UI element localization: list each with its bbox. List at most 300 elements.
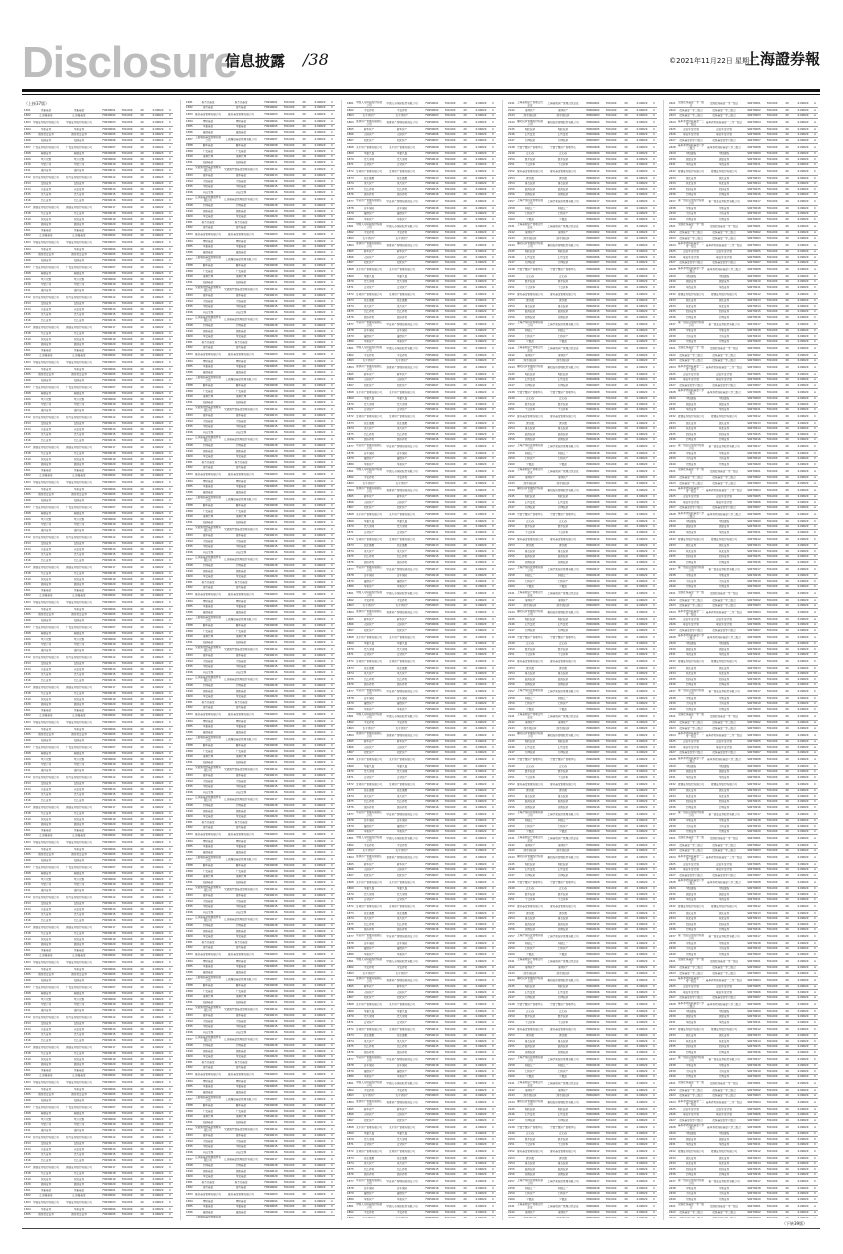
investor-name: 平安养老 [363,353,375,357]
investor-name: 鹏华基金 [202,384,214,388]
allotted-amount: 0.00020 [314,629,326,633]
account-code: F0040019 [264,929,278,933]
allotted-amount: 0.00020 [314,677,326,681]
row-seq: 1597 [186,557,193,561]
subscribed-qty: 700,000 [283,359,295,363]
account-code: F0050003 [425,726,439,730]
account-name: 鹏华基金 [235,504,247,508]
account-name: 招商证券 [73,378,85,382]
subscribed-qty: 700,000 [283,419,295,423]
investor-class: C [492,635,494,639]
investor-class: C [169,498,171,502]
table-row [24,444,173,452]
investor-name: 华泰资产 [363,707,375,711]
account-name: 长城基金 [235,684,247,688]
account-code: F0040008 [264,384,278,388]
allotted-qty: 20 [463,304,467,308]
investor-name: 富国基金 [202,490,214,494]
row-seq: 1311 [24,168,31,172]
account-name: 浙商证券 [73,343,85,347]
allotted-qty: 20 [463,378,467,382]
investor-class: C [331,449,333,453]
row-seq: 1593 [186,294,193,298]
subscribed-qty: 700,000 [283,725,295,729]
allotted-amount: 0.00020 [152,798,164,802]
investor-class: C [169,318,171,322]
subscribed-qty: 700,000 [283,1169,295,1173]
allotted-qty: 20 [463,623,467,627]
account-code: F0040012 [264,1007,278,1011]
investor-name: 华泰证券 [40,127,52,131]
allotted-amount: 0.00020 [152,1128,164,1132]
investor-class: C [331,935,333,939]
account-name: 交银施罗德基金管理有限公司 [224,287,258,291]
allotted-amount: 0.00020 [314,695,326,699]
allotted-amount: 0.00020 [152,1117,164,1121]
account-code: F0030004 [102,1207,116,1211]
investor-name: 长江证券 [40,798,52,802]
allotted-amount: 0.00020 [152,1027,164,1031]
investor-name: 中金公司 [40,643,52,647]
allotted-amount: 0.00020 [475,445,487,448]
allotted-amount: 0.00020 [152,918,164,922]
investor-class: C [492,660,494,663]
row-seq: 1307 [24,865,31,869]
allotted-amount: 0.00020 [314,419,326,423]
investor-name: 安信证券 [40,182,52,186]
investor-name: 银河证券 [40,288,52,292]
subscribed-qty: 700,000 [121,1093,133,1097]
account-name: 海通证券 [73,512,85,516]
account-name: 太平洋资产 [395,604,409,608]
row-seq: 1301 [24,108,31,112]
table-row [24,654,173,662]
investor-name: 易方达基金 [201,580,215,584]
investor-class: C [492,451,494,455]
subscribed-qty: 700,000 [121,907,133,911]
allotted-qty: 20 [140,157,144,161]
account-code: F0050015 [425,310,439,314]
investor-class: C [169,553,171,557]
account-name: 国信证券股份有限公司 [66,1165,92,1169]
account-name: 长江证券 [73,198,85,202]
account-name: 兴证全球 [235,430,247,434]
account-name: 光大永明 [396,157,408,161]
account-name: 银华基金 [235,414,247,418]
investor-name: 华夏基金 [202,725,214,729]
allotted-amount: 0.00020 [314,257,326,261]
allotted-qty: 20 [302,654,306,658]
account-name: 鹏华基金 [235,144,247,148]
allotted-qty: 20 [302,790,306,794]
subscribed-qty: 700,000 [121,895,133,899]
account-name: 安信证券 [73,182,85,186]
account-code: F0030018 [102,692,116,696]
subscribed-qty: 700,000 [283,340,295,344]
account-code: F0040011 [264,760,278,764]
row-seq: 1877 [347,200,354,203]
row-seq: 1303 [24,721,31,724]
investor-class: C [169,594,171,598]
subscribed-qty: 700,000 [283,414,295,418]
account-name: 汇添富基金 [72,1194,86,1198]
investor-name: 光大证券 [40,913,52,917]
allotted-qty: 20 [463,340,467,344]
account-name: 博时基金 [235,959,247,963]
subscribed-qty: 700,000 [121,685,133,689]
allotted-qty: 20 [140,133,144,137]
row-seq: 1874 [347,549,354,553]
account-name: 长城基金 [235,804,247,808]
account-code: F0030007 [102,145,116,149]
row-seq: 1872 [347,170,354,173]
investor-class: C [169,505,171,509]
account-name: 银河证券 [73,888,85,892]
investor-name: 人保资产 [363,623,375,627]
table-row [347,732,496,740]
allotted-amount: 0.00020 [475,488,487,492]
account-code: F0050014 [425,427,439,431]
row-seq: 1870 [347,402,354,406]
investor-class: C [331,346,333,350]
account-name: 招商证券 [73,1098,85,1102]
account-code: F0040006 [264,610,278,614]
account-code: F0040019 [264,809,278,813]
investor-name: 国信证券股份有限公司 [33,565,59,569]
table-row [186,856,335,864]
investor-class: C [331,1186,333,1190]
row-seq: 1316 [24,318,31,322]
row-seq: 1311 [24,888,31,892]
allotted-qty: 20 [140,528,144,532]
row-seq: 1311 [24,648,31,652]
row-seq: 1879 [347,334,354,338]
table-row [347,468,496,476]
allotted-amount: 0.00020 [314,815,326,819]
allotted-qty: 20 [140,1038,144,1042]
allotted-qty: 20 [140,738,144,742]
investor-name: 太平洋资产 [362,114,376,118]
allotted-qty: 20 [140,535,144,539]
investor-class: C [331,275,333,279]
row-seq: 1303 [24,961,31,964]
account-code: F0040014 [264,1019,278,1023]
account-code: F0030009 [102,157,116,161]
subscribed-qty: 700,000 [444,114,456,118]
allotted-qty: 20 [140,883,144,887]
investor-name: 易方达基金 [201,940,215,944]
investor-class: C [169,1128,171,1132]
account-name: 东方证券股份有限公司 [66,895,92,899]
account-code: F0030003 [102,481,116,484]
investor-name: 朱雀基金 [40,828,52,832]
row-seq: 1304 [24,367,31,371]
account-code: F0030003 [102,361,116,364]
subscribed-qty: 700,000 [121,678,133,682]
account-name: 国信证券股份有限公司 [66,925,92,929]
allotted-amount: 0.00020 [152,793,164,797]
allotted-amount: 0.00020 [152,985,164,989]
investor-class: C [169,288,171,292]
subscribed-qty: 700,000 [283,149,295,153]
allotted-qty: 20 [140,805,144,809]
subscribed-qty: 700,000 [283,864,295,868]
account-name: 兴业证券 [73,667,85,671]
subscribed-qty: 700,000 [283,324,295,328]
allotted-qty: 20 [463,585,467,589]
investor-name: 太平资产管理有限公司 [356,390,382,394]
allotted-qty: 20 [140,1093,144,1097]
investor-name: 浙商证券 [40,463,52,467]
investor-class: C [169,757,171,761]
investor-class: C [492,133,494,137]
table-row [24,359,173,367]
subscribed-qty: 700,000 [283,809,295,813]
allotted-amount: 0.00020 [314,640,326,644]
investor-name: 光大证券 [40,793,52,797]
investor-name: 华泰资产 [363,340,375,344]
subscribed-qty: 700,000 [283,174,295,178]
allotted-qty: 20 [140,782,144,786]
investor-name: 招商基金 [202,1000,214,1004]
account-name: 富德资产 [396,457,408,461]
subscribed-qty: 700,000 [444,187,456,191]
investor-class: C [169,877,171,881]
row-seq: 1581 [186,700,193,704]
subscribed-qty: 700,000 [283,659,295,663]
allotted-amount: 0.00020 [314,894,326,898]
allotted-amount: 0.00020 [152,1038,164,1042]
row-seq: 1594 [186,779,193,783]
investor-class: C [169,343,171,347]
masthead-rule-thick [22,89,820,92]
investor-name: 安信证券 [40,1142,52,1146]
subscribed-qty: 700,000 [121,752,133,756]
allotted-qty: 20 [140,553,144,557]
account-name: 生命资产管理有限公司 [389,415,415,418]
row-seq: 1591 [186,1000,193,1004]
row-seq: 1873 [347,421,354,425]
investor-name: 银华基金 [202,654,214,658]
allotted-qty: 20 [302,845,306,849]
account-code: F0030004 [102,247,116,251]
subscribed-qty: 700,000 [283,1134,295,1138]
row-seq: 1592 [186,407,193,411]
investor-name: 大成基金 [202,1139,214,1143]
row-seq: 1582 [186,106,193,110]
investor-name: 东方证券股份有限公司 [33,295,59,299]
row-seq: 1599 [186,209,193,213]
account-code: F0030011 [102,648,116,652]
allotted-qty: 20 [302,149,306,153]
subscribed-qty: 700,000 [283,317,295,321]
row-seq: 1870 [347,280,354,284]
investor-name: 光大永明 [363,647,375,651]
allotted-qty: 20 [463,653,467,657]
investor-class: C [169,872,171,876]
subscribed-qty: 700,000 [121,997,133,1001]
account-code: F0030010 [102,523,116,527]
row-seq: 1598 [186,204,193,208]
account-code: F0040014 [264,659,278,663]
row-seq: 1862 [347,353,354,357]
investor-class: C [492,347,494,350]
allotted-qty: 20 [140,1123,144,1127]
account-code: F0030019 [102,217,116,221]
account-code: F0040017 [264,317,278,321]
account-code: F0050008 [425,145,439,149]
account-code: F0040002 [264,946,278,950]
subscribed-qty: 700,000 [121,853,133,857]
row-seq [186,1218,195,1219]
account-code: F0030015 [102,193,116,197]
row-seq: 1584 [186,119,193,123]
row-seq: 1863 [347,481,354,485]
account-code: F0040003 [264,353,278,356]
table-row [347,634,496,642]
account-code: F0030016 [102,918,116,922]
account-code: F0040012 [264,287,278,291]
account-code: F0040005 [264,365,278,369]
investor-name: 申万宏源 [40,517,52,521]
investor-class: C [331,654,333,658]
subscribed-qty: 700,000 [283,430,295,434]
row-seq: 1301 [24,228,31,232]
table-row [347,345,496,353]
account-name: 兴证全球 [235,910,247,914]
allotted-qty: 20 [463,567,467,571]
row-seq: 1583 [186,1073,193,1076]
investor-name: 安信证券 [40,782,52,786]
account-code: F0030009 [102,1117,116,1121]
allotted-amount: 0.00020 [152,733,164,737]
subscribed-qty: 700,000 [283,713,295,716]
allotted-qty: 20 [140,1142,144,1146]
investor-name: 汇添富基金管理股份有限公司 [195,316,221,322]
account-code: F0030014 [102,787,116,791]
account-code: F0030007 [102,625,116,629]
allotted-amount: 0.00020 [152,967,164,971]
investor-class: C [492,500,494,504]
account-code: F0050001 [425,714,439,718]
subscribed-qty: 700,000 [121,487,133,491]
investor-name: 阳光资产 [363,383,375,387]
investor-name: 银河证券 [40,1128,52,1132]
investor-name: 朱雀基金 [40,108,52,112]
subscribed-qty: 700,000 [121,738,133,742]
account-code: F0040009 [264,869,278,873]
allotted-qty: 20 [463,383,467,387]
account-name: 东吴证券 [73,697,85,701]
account-name: 银华基金 [235,1014,247,1018]
subscribed-qty: 700,000 [283,534,295,538]
subscribed-qty: 700,000 [121,1008,133,1012]
account-code: F0040001 [264,340,278,344]
account-name: 国信证券股份有限公司 [66,685,92,689]
investor-class: C [331,437,333,441]
account-code: F0040006 [264,730,278,734]
account-name: 易方达基金 [234,940,248,944]
table-row [24,719,173,727]
row-seq: 1313 [24,902,31,906]
subscribed-qty: 700,000 [121,223,133,227]
subscribed-qty: 700,000 [283,1115,295,1119]
account-code: F0030001 [102,708,116,712]
allotted-amount: 0.00020 [152,295,164,299]
allotted-amount: 0.00020 [152,452,164,456]
account-name: 国泰基金 [235,929,247,933]
investor-class: C [169,1153,171,1157]
account-code: F0030018 [102,1052,116,1056]
account-code: F0040009 [264,629,278,633]
table-row [347,658,496,666]
investor-name: 中金公司 [40,523,52,527]
allotted-amount: 0.00020 [475,157,487,161]
table-row [24,239,173,247]
row-seq: 1590 [186,635,193,639]
row-seq: 1305 [24,613,31,617]
investor-name: 东吴证券 [40,337,52,341]
allotted-qty: 20 [463,268,467,271]
row-seq: 1305 [24,1213,31,1217]
allotted-qty: 20 [302,905,306,909]
investor-class: C [169,1057,171,1061]
allotted-qty: 20 [463,549,467,553]
account-code: F0050005 [425,372,439,376]
account-code: F0040008 [264,984,278,988]
subscribed-qty: 700,000 [283,875,295,879]
allotted-amount: 0.00020 [314,797,326,801]
allotted-qty: 20 [302,466,306,470]
investor-class: C [492,733,494,737]
allotted-qty: 20 [140,1128,144,1132]
allotted-qty: 20 [302,545,306,549]
allotted-amount: 0.00020 [152,583,164,587]
investor-class: C [169,385,171,389]
account-name: 富国基金 [235,250,247,254]
account-name: 景顺长城 [235,1115,247,1119]
row-seq: 1596 [186,190,193,194]
allotted-amount: 0.00020 [152,1081,164,1084]
subscribed-qty: 700,000 [121,427,133,431]
subscribed-qty: 700,000 [121,114,133,118]
allotted-qty: 20 [302,730,306,734]
investor-name: 华安基金 [202,1175,214,1179]
allotted-qty: 20 [302,144,306,148]
investor-name: 华泰资产 [363,462,375,466]
investor-class: C [492,285,494,289]
investor-class: C [169,948,171,952]
account-name: 银河证券 [73,648,85,652]
account-code: F0030010 [102,643,116,647]
row-seq: 1582 [186,946,193,950]
account-name: 国寿养老 [396,438,408,442]
investor-class: C [169,618,171,622]
subscribed-qty: 700,000 [283,280,295,284]
row-seq: 1865 [347,250,354,254]
investor-name: 汇添富基金 [39,714,53,718]
investor-class: C [169,1045,171,1049]
row-seq: 1871 [347,285,354,289]
account-code: F0030014 [102,187,116,191]
row-seq: 1312 [24,175,31,179]
row-seq: 1590 [186,995,193,999]
investor-class: C [169,1112,171,1116]
allotted-qty: 20 [302,564,306,568]
account-code: F0030012 [102,295,116,299]
allotted-qty: 20 [463,170,467,173]
allotted-qty: 20 [140,697,144,701]
